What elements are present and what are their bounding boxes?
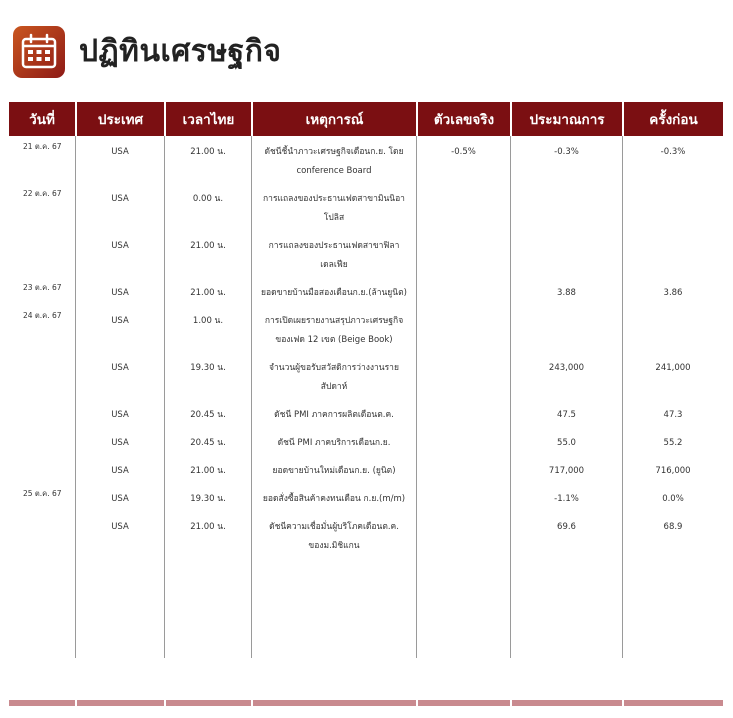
cell-country: USA [75, 230, 164, 277]
cell-previous: 716,000 [622, 455, 723, 483]
cell-actual [416, 483, 510, 511]
cell-country: USA [75, 136, 164, 183]
table-header-row [9, 102, 723, 136]
cell-event: จำนวนผู้ขอรับสวัสดิการว่างงานรายสัปดาห์ [251, 352, 416, 399]
cell-previous: 47.3 [622, 399, 723, 427]
cell-country: USA [75, 399, 164, 427]
cell-previous: 3.86 [622, 277, 723, 305]
cell-event: ดัชนี PMI ภาคการผลิตเดือนต.ค. [251, 399, 416, 427]
cell-event: การเปิดเผยรายงานสรุปภาวะเศรษฐกิจของเฟด 12 เขต (Beige Book) [251, 305, 416, 352]
cell-time: 21.00 น. [164, 277, 251, 305]
cell-time: 20.45 น. [164, 399, 251, 427]
cell-country: USA [75, 483, 164, 511]
cell-forecast: -0.3% [510, 136, 622, 183]
cell-forecast [510, 230, 622, 277]
cell-previous: 241,000 [622, 352, 723, 399]
cell-actual [416, 455, 510, 483]
cell-date: 21 ต.ค. 67 [23, 142, 62, 151]
cell-date [9, 399, 75, 427]
cell-forecast: 47.5 [510, 399, 622, 427]
page-header [13, 25, 281, 79]
column-header-forecast: ประมาณการ [510, 102, 622, 136]
table-row [9, 230, 723, 277]
cell-country: USA [75, 352, 164, 399]
cell-actual: -0.5% [416, 136, 510, 183]
cell-time: 1.00 น. [164, 305, 251, 352]
cell-time: 21.00 น. [164, 230, 251, 277]
table-row [9, 277, 723, 305]
cell-actual [416, 427, 510, 455]
cell-actual [416, 183, 510, 230]
cell-event: ดัชนีชี้นำภาวะเศรษฐกิจเดือนก.ย. โดย conference Board [251, 136, 416, 183]
cell-previous [622, 230, 723, 277]
table-row [9, 455, 723, 483]
cell-actual [416, 399, 510, 427]
cell-event: ยอดขายบ้านใหม่เดือนก.ย. (ยูนิต) [251, 455, 416, 483]
cell-date [9, 352, 75, 399]
cell-country: USA [75, 455, 164, 483]
cell-time: 21.00 น. [164, 136, 251, 183]
cell-country: USA [75, 427, 164, 455]
column-header-country: ประเทศ [75, 102, 164, 136]
table-row [9, 399, 723, 427]
cell-event: ดัชนี PMI ภาคบริการเดือนก.ย. [251, 427, 416, 455]
page-title: ปฏิทินเศรษฐกิจ [79, 34, 282, 69]
cell-forecast [510, 183, 622, 230]
cell-forecast: 55.0 [510, 427, 622, 455]
cell-forecast: 243,000 [510, 352, 622, 399]
column-header-time: เวลาไทย [164, 102, 251, 136]
column-header-event: เหตุการณ์ [251, 102, 416, 136]
cell-time: 0.00 น. [164, 183, 251, 230]
cell-time: 21.00 น. [164, 511, 251, 558]
table-filler-row [9, 558, 723, 658]
table-row [9, 427, 723, 455]
cell-event: ยอดสั่งซื้อสินค้าคงทนเดือน ก.ย.(m/m) [251, 483, 416, 511]
cell-forecast: 717,000 [510, 455, 622, 483]
cell-country: USA [75, 183, 164, 230]
cell-actual [416, 277, 510, 305]
cell-forecast: 69.6 [510, 511, 622, 558]
cell-time: 20.45 น. [164, 427, 251, 455]
table-footer-bar [9, 700, 723, 706]
cell-country: USA [75, 277, 164, 305]
cell-date [9, 511, 75, 558]
cell-date: 23 ต.ค. 67 [23, 283, 62, 292]
cell-time: 19.30 น. [164, 352, 251, 399]
column-header-actual: ตัวเลขจริง [416, 102, 510, 136]
cell-previous: 68.9 [622, 511, 723, 558]
calendar-icon [13, 26, 65, 78]
column-header-date: วันที่ [9, 102, 75, 136]
cell-event: ยอดขายบ้านมือสองเดือนก.ย.(ล้านยูนิต) [251, 277, 416, 305]
table-row [9, 136, 723, 183]
table-row [9, 511, 723, 558]
cell-country: USA [75, 511, 164, 558]
cell-country: USA [75, 305, 164, 352]
cell-forecast [510, 305, 622, 352]
table-row [9, 183, 723, 230]
cell-time: 19.30 น. [164, 483, 251, 511]
cell-date [9, 427, 75, 455]
cell-previous [622, 305, 723, 352]
cell-date [9, 230, 75, 277]
table-row [9, 483, 723, 511]
column-header-previous: ครั้งก่อน [622, 102, 723, 136]
cell-actual [416, 352, 510, 399]
cell-event: การแถลงของประธานเฟดสาขาฟิลาเดลเฟีย [251, 230, 416, 277]
economic-calendar-table [9, 102, 723, 658]
cell-forecast: 3.88 [510, 277, 622, 305]
cell-actual [416, 230, 510, 277]
cell-time: 21.00 น. [164, 455, 251, 483]
table-row [9, 352, 723, 399]
cell-date [9, 455, 75, 483]
cell-date: 25 ต.ค. 67 [23, 489, 62, 498]
cell-date: 22 ต.ค. 67 [23, 189, 62, 198]
cell-actual [416, 305, 510, 352]
cell-previous: -0.3% [622, 136, 723, 183]
cell-event: ดัชนีความเชื่อมั่นผู้บริโภคเดือนต.ค. ของม.มิชิแกน [251, 511, 416, 558]
cell-date: 24 ต.ค. 67 [23, 311, 62, 320]
table-row [9, 305, 723, 352]
cell-forecast: -1.1% [510, 483, 622, 511]
cell-event: การแถลงของประธานเฟดสาขามินนิอาโปลิส [251, 183, 416, 230]
cell-previous: 55.2 [622, 427, 723, 455]
cell-actual [416, 511, 510, 558]
cell-previous [622, 183, 723, 230]
cell-previous: 0.0% [622, 483, 723, 511]
